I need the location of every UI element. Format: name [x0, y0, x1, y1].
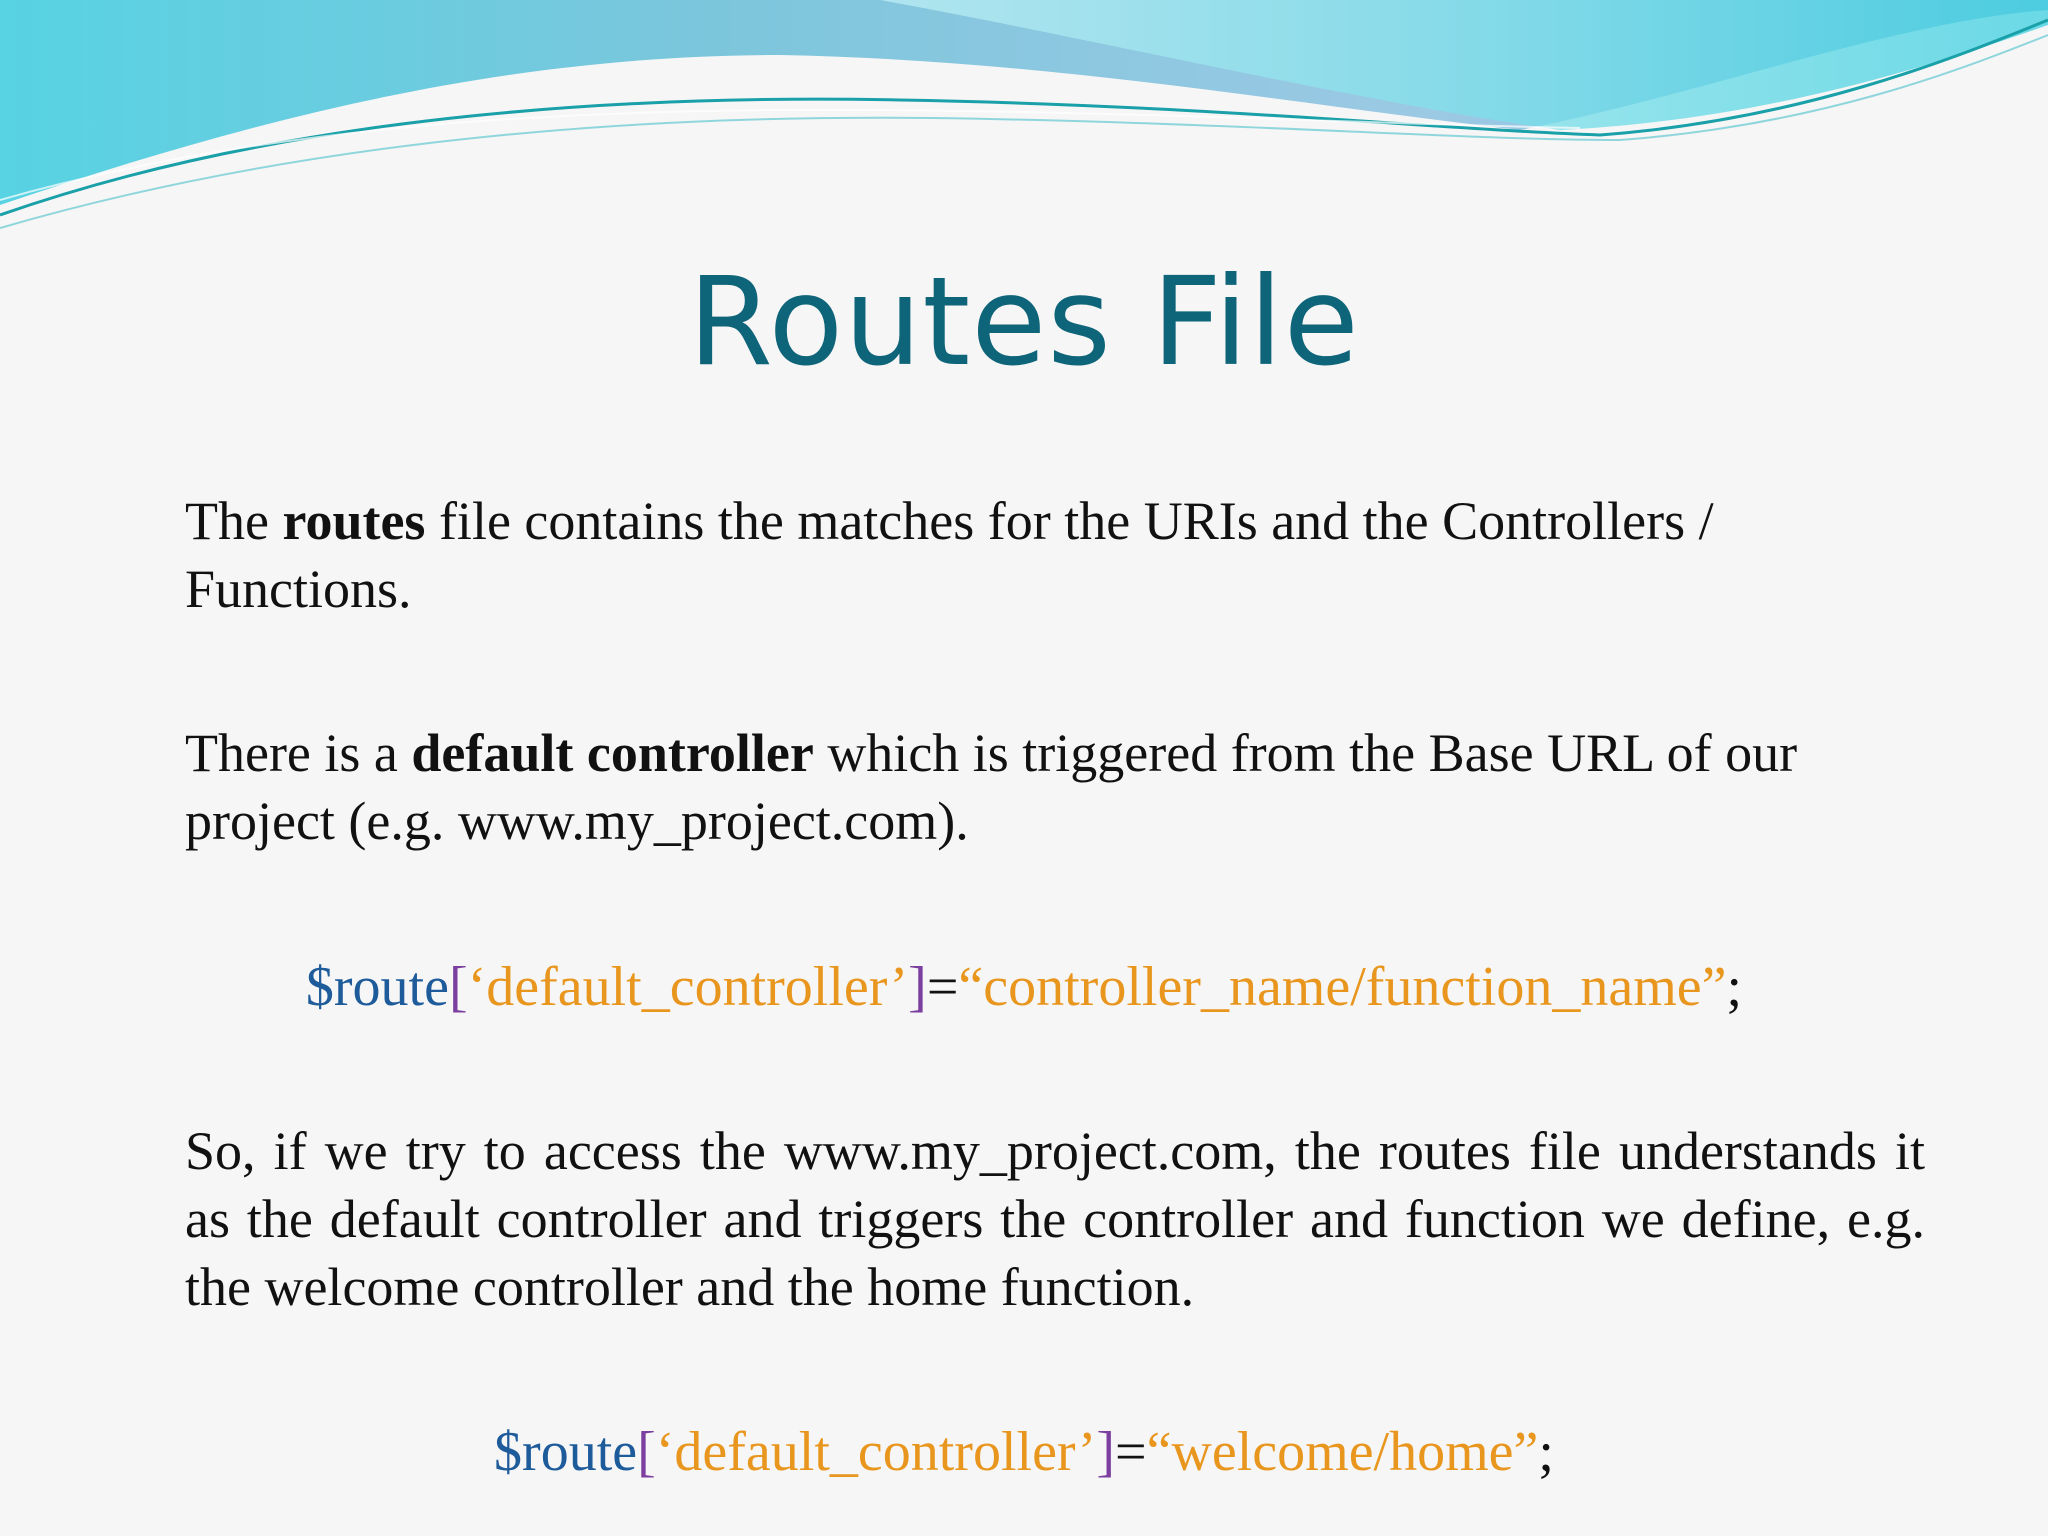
paragraph-default-controller: [185, 719, 1925, 855]
code-equals: =: [926, 956, 959, 1018]
header-wave-decoration: [0, 0, 2048, 240]
code-semicolon: ;: [1726, 956, 1743, 1018]
paragraph-text: which is triggered from the Base URL of our project (e.g. www.my_project.com).: [185, 723, 1798, 851]
code-equals: =: [1114, 1421, 1147, 1483]
code-variable: $route: [494, 1421, 638, 1483]
paragraph-text: file contains the matches for the URIs and the Controllers / Functions.: [185, 491, 1714, 619]
code-bracket-open: [: [637, 1421, 656, 1483]
code-example-generic: [0, 952, 2048, 1022]
paragraph-routes-file: [185, 487, 1925, 623]
code-key: ‘default_controller’: [467, 956, 909, 1018]
code-bracket-open: [: [448, 956, 468, 1018]
code-value: “controller_name/function_name”: [958, 956, 1727, 1018]
slide-title: Routes File: [688, 251, 1360, 393]
code-variable: $route: [305, 956, 449, 1018]
bold-term-default-controller: default controller: [411, 723, 814, 783]
paragraph-text: The: [185, 491, 283, 551]
code-semicolon: ;: [1538, 1421, 1554, 1483]
bold-term-routes: routes: [282, 491, 426, 551]
code-key: ‘default_controller’: [655, 1421, 1097, 1483]
code-value: “welcome/home”: [1146, 1421, 1539, 1483]
paragraph-explanation: So, if we try to access the www.my_project.com, the routes file understands it as the default controller and triggers the controller and function we define, e.g. the welcome controller and the home function.: [185, 1121, 1925, 1317]
paragraph-text: There is a: [185, 723, 412, 783]
code-bracket-close: ]: [908, 956, 927, 1018]
code-example-welcome: [0, 1417, 2048, 1487]
code-bracket-close: ]: [1096, 1421, 1115, 1483]
